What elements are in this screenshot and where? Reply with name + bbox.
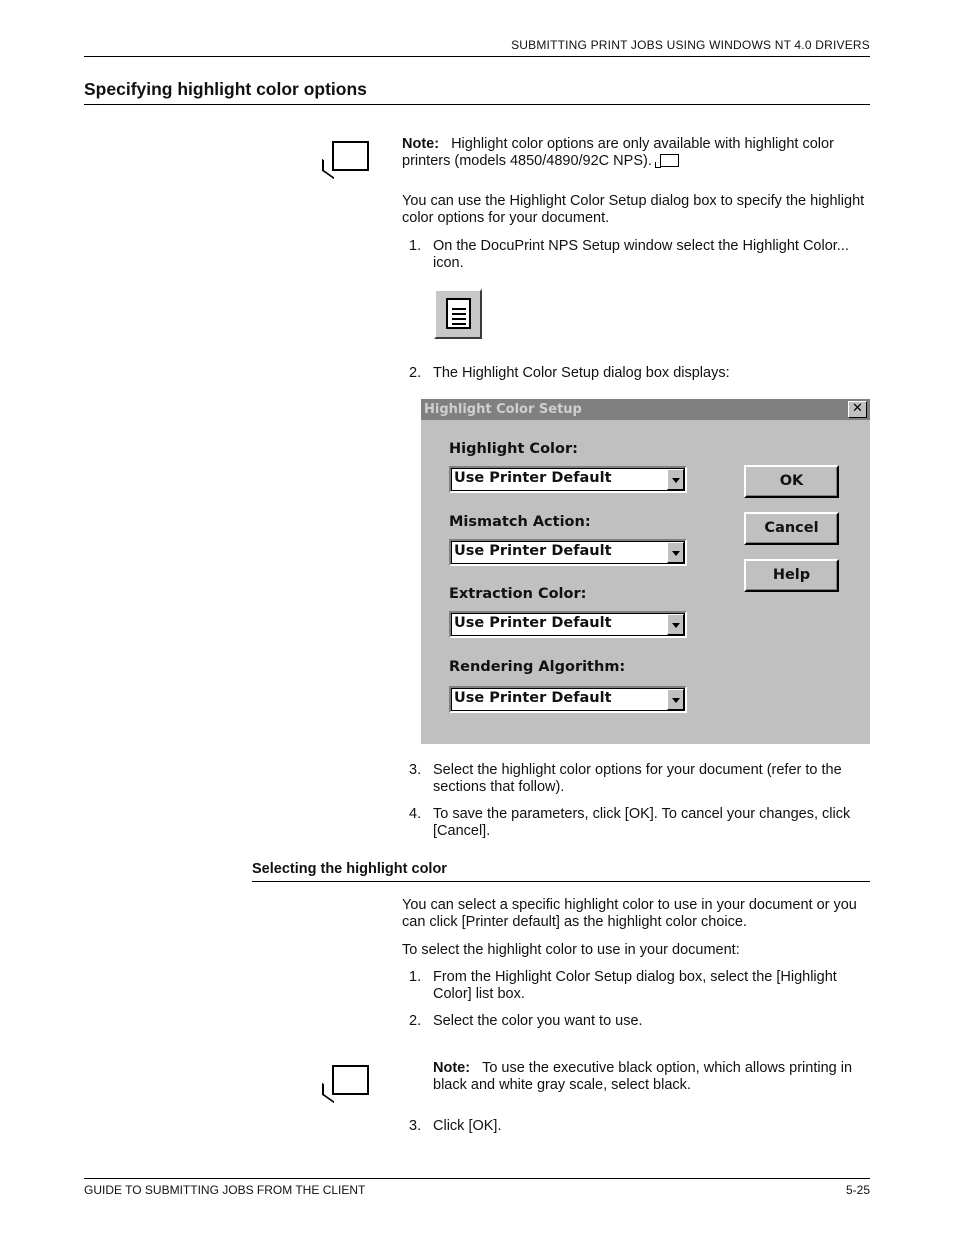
dialog-title: Highlight Color Setup — [424, 402, 582, 417]
cancel-button[interactable]: Cancel — [744, 512, 839, 545]
subsection-paragraph: To select the highlight color to use in your document: — [402, 942, 740, 958]
note-icon — [322, 141, 370, 175]
mismatch-action-label: Mismatch Action: — [449, 514, 591, 530]
note-label: Note: — [402, 136, 440, 152]
note-paragraph — [402, 136, 870, 170]
dropdown-value: Use Printer Default — [454, 615, 612, 631]
step-item — [402, 806, 872, 840]
dropdown-value: Use Printer Default — [454, 690, 612, 706]
step-number: 2. — [409, 365, 422, 381]
note-text: To use the executive black option, which allows printing in black and white gray scale, select black. — [433, 1060, 853, 1093]
extraction-color-label: Extraction Color: — [449, 586, 587, 602]
section-title: Specifying highlight color options — [84, 79, 870, 105]
subsection-paragraph: You can select a specific highlight color to use in your document or you can click [Printer default] as the highlight color choice. — [402, 897, 857, 930]
note-paragraph — [433, 1060, 870, 1094]
step-text: The Highlight Color Setup dialog box displays: — [433, 365, 730, 381]
subsection-title: Selecting the highlight color — [252, 861, 870, 882]
step-item — [402, 1118, 872, 1135]
note-label: Note: — [433, 1060, 471, 1076]
ok-button[interactable]: OK — [744, 465, 839, 498]
step-number: 3. — [409, 1118, 422, 1134]
page-footer — [84, 1178, 870, 1197]
chevron-down-icon[interactable] — [667, 469, 684, 490]
step-text: Click [OK]. — [433, 1118, 502, 1134]
note-icon — [322, 1065, 370, 1099]
step-text: Select the color you want to use. — [433, 1013, 643, 1029]
dropdown-value: Use Printer Default — [454, 470, 612, 486]
step-text: To save the parameters, click [OK]. To cancel your changes, click [Cancel]. — [433, 806, 851, 839]
highlight-color-label: Highlight Color: — [449, 441, 578, 457]
step-number: 1. — [409, 969, 422, 985]
step-text: Select the highlight color options for your document (refer to the sections that follow). — [433, 762, 842, 795]
chevron-down-icon[interactable] — [667, 542, 684, 563]
step-number: 4. — [409, 806, 422, 822]
highlight-color-setup-dialog — [421, 399, 870, 744]
step-number: 3. — [409, 762, 422, 778]
step-number: 2. — [409, 1013, 422, 1029]
chevron-down-icon[interactable] — [667, 614, 684, 635]
note-end-icon — [660, 154, 679, 167]
page-number: 5-25 — [845, 1183, 870, 1197]
step-text: From the Highlight Color Setup dialog box, select the [Highlight Color] list box. — [433, 969, 837, 1002]
rendering-algorithm-dropdown[interactable] — [449, 686, 687, 713]
step-item — [402, 969, 872, 1003]
note-text: Highlight color options are only available with highlight color printers (models 4850/4890/92C NPS). — [402, 136, 834, 169]
step-text: On the DocuPrint NPS Setup window select the Highlight Color... icon. — [433, 238, 849, 271]
rendering-algorithm-label: Rendering Algorithm: — [449, 659, 626, 675]
step-item — [402, 762, 872, 796]
highlight-color-dropdown[interactable] — [449, 466, 687, 493]
extraction-color-dropdown[interactable] — [449, 611, 687, 638]
chevron-down-icon[interactable] — [667, 689, 684, 710]
mismatch-action-dropdown[interactable] — [449, 539, 687, 566]
dialog-titlebar — [421, 399, 870, 420]
highlight-color-document-icon[interactable] — [434, 289, 482, 339]
footer-title: GUIDE TO SUBMITTING JOBS FROM THE CLIENT — [84, 1183, 366, 1197]
help-button[interactable]: Help — [744, 559, 839, 592]
intro-paragraph: You can use the Highlight Color Setup dialog box to specify the highlight color options for your document. — [402, 193, 865, 226]
running-header: SUBMITTING PRINT JOBS USING WINDOWS NT 4.0 DRIVERS — [84, 38, 870, 57]
step-item — [402, 238, 872, 272]
step-number: 1. — [409, 238, 422, 254]
step-item — [402, 1013, 872, 1030]
step-item — [402, 365, 872, 382]
close-icon[interactable]: ✕ — [848, 401, 867, 418]
dropdown-value: Use Printer Default — [454, 543, 612, 559]
